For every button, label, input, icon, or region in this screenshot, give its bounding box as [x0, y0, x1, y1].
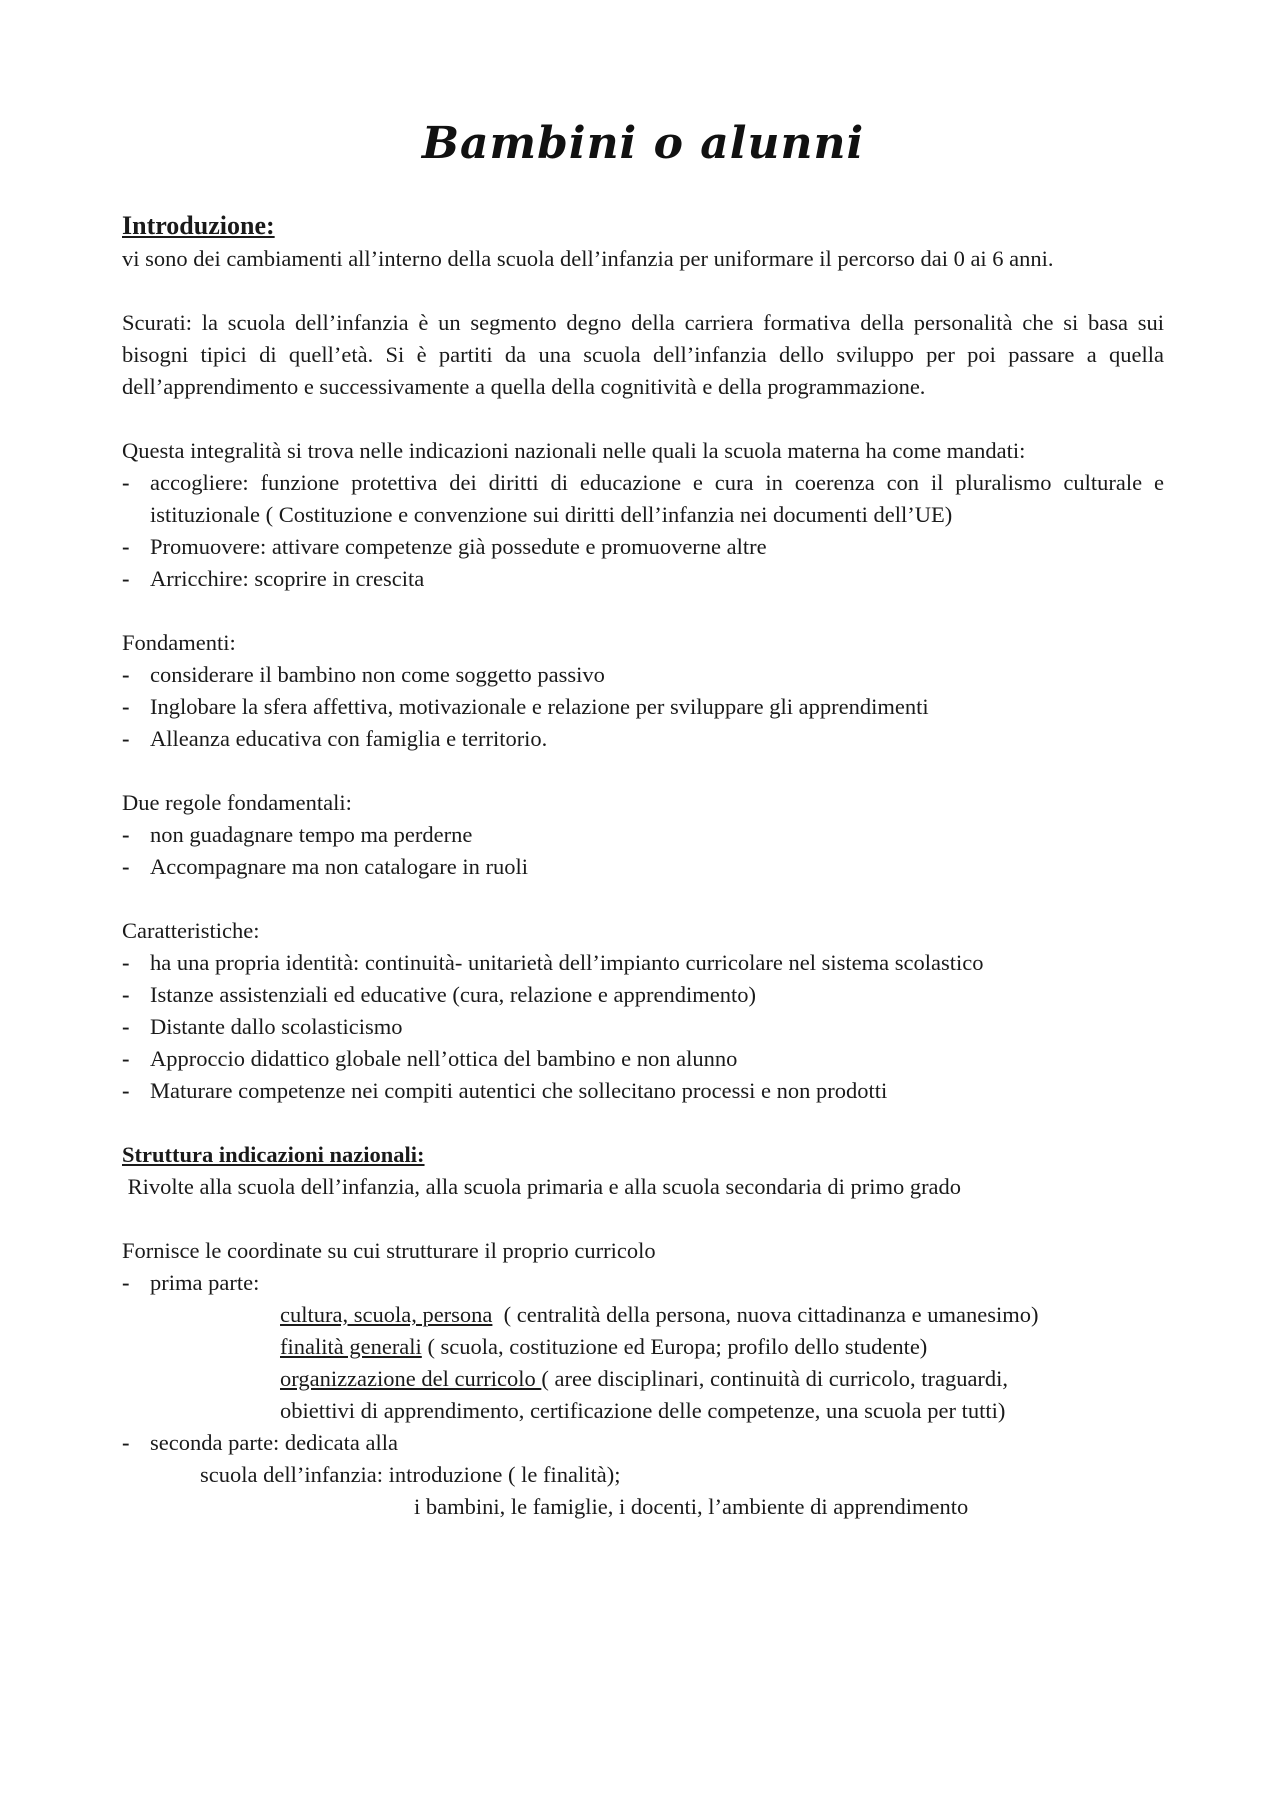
list-item: - Istanze assistenziali ed educative (cura, relazione e apprendimento) [122, 979, 1164, 1011]
dash-bullet: - [122, 694, 130, 719]
seconda-parte-line: i bambini, le famiglie, i docenti, l’ambiente di apprendimento [414, 1494, 969, 1519]
scurati-paragraph: Scurati: la scuola dell’infanzia è un segmento degno della carriera formativa della personalità che si basa sui bisogni tipici di quell’età. Si è partiti da una scuola dell’infanzia dello sviluppo per poi passare a quella dell’apprendimento e successivamente a quella della cognitività e della programmazione. [122, 310, 1164, 399]
list-item: - non guadagnare tempo ma perderne [122, 819, 1164, 851]
prima-parte-row: finalità generali ( scuola, costituzione ed Europa; profilo dello studente) [280, 1334, 928, 1359]
dash-bullet: - [122, 1430, 130, 1455]
regole-list [122, 819, 1164, 883]
prima-parte-continuation: obiettivi di apprendimento, certificazione delle competenze, una scuola per tutti) [280, 1398, 1006, 1423]
list-item: - Accompagnare ma non catalogare in ruoli [122, 851, 1164, 883]
spacer [122, 755, 1164, 787]
dash-bullet: - [122, 566, 130, 591]
spacer [122, 883, 1164, 915]
parti-list [122, 1427, 1164, 1459]
mandati-list [122, 467, 1164, 595]
dash-bullet: - [122, 726, 130, 751]
list-item: - Maturare competenze nei compiti autentici che sollecitano processi e non prodotti [122, 1075, 1164, 1107]
spacer [122, 1107, 1164, 1139]
dash-bullet: - [122, 854, 130, 879]
integralita-intro: Questa integralità si trova nelle indicazioni nazionali nelle quali la scuola materna ha come mandati: [122, 438, 1026, 463]
struttura-fornisce: Fornisce le coordinate su cui strutturare il proprio curricolo [122, 1238, 656, 1263]
struttura-heading: Struttura indicazioni nazionali: [122, 1142, 425, 1167]
dash-bullet: - [122, 822, 130, 847]
caratteristiche-list [122, 947, 1164, 1107]
spacer [122, 275, 1164, 307]
fondamenti-label: Fondamenti: [122, 630, 236, 655]
list-item: - considerare il bambino non come soggetto passivo [122, 659, 1164, 691]
dash-bullet: - [122, 470, 130, 495]
dash-bullet: - [122, 1014, 130, 1039]
intro-text: vi sono dei cambiamenti all’interno della scuola dell’infanzia per uniformare il percorso dai 0 ai 6 anni. [122, 246, 1054, 271]
list-item: - Alleanza educativa con famiglia e territorio. [122, 723, 1164, 755]
spacer [122, 403, 1164, 435]
dash-bullet: - [122, 950, 130, 975]
spacer [122, 1203, 1164, 1235]
prima-parte-row: organizzazione del curricolo ( aree disciplinari, continuità di curricolo, traguardi, [280, 1366, 1009, 1391]
spacer [122, 595, 1164, 627]
list-item: - accogliere: funzione protettiva dei diritti di educazione e cura in coerenza con il pluralismo culturale e istituzionale ( Costituzione e convenzione sui diritti dell’infanzia nei documenti dell’UE) [122, 467, 1164, 531]
list-item: - seconda parte: dedicata alla [122, 1427, 1164, 1459]
dash-bullet: - [122, 982, 130, 1007]
list-item: - Promuovere: attivare competenze già possedute e promuoverne altre [122, 531, 1164, 563]
list-item: - Arricchire: scoprire in crescita [122, 563, 1164, 595]
dash-bullet: - [122, 534, 130, 559]
document-page [122, 118, 1164, 1523]
struttura-rivolte: Rivolte alla scuola dell’infanzia, alla scuola primaria e alla scuola secondaria di primo grado [122, 1174, 962, 1199]
list-item: - ha una propria identità: continuità- unitarietà dell’impianto curricolare nel sistema scolastico [122, 947, 1164, 979]
list-item: - Distante dallo scolasticismo [122, 1011, 1164, 1043]
list-item: - Inglobare la sfera affettiva, motivazionale e relazione per sviluppare gli apprendimenti [122, 691, 1164, 723]
dash-bullet: - [122, 1046, 130, 1071]
parti-list [122, 1267, 1164, 1299]
dash-bullet: - [122, 1270, 130, 1295]
dash-bullet: - [122, 662, 130, 687]
dash-bullet: - [122, 1078, 130, 1103]
fondamenti-list [122, 659, 1164, 755]
prima-parte-row: cultura, scuola, persona ( centralità della persona, nuova cittadinanza e umanesimo) [280, 1302, 1039, 1327]
page-title: Bambini o alunni [421, 118, 865, 169]
list-item: - Approccio didattico globale nell’ottica del bambino e non alunno [122, 1043, 1164, 1075]
caratteristiche-label: Caratteristiche: [122, 918, 260, 943]
regole-label: Due regole fondamentali: [122, 790, 352, 815]
list-item: - prima parte: [122, 1267, 1164, 1299]
seconda-parte-line: scuola dell’infanzia: introduzione ( le finalità); [200, 1462, 621, 1487]
intro-heading: Introduzione: [122, 211, 275, 240]
